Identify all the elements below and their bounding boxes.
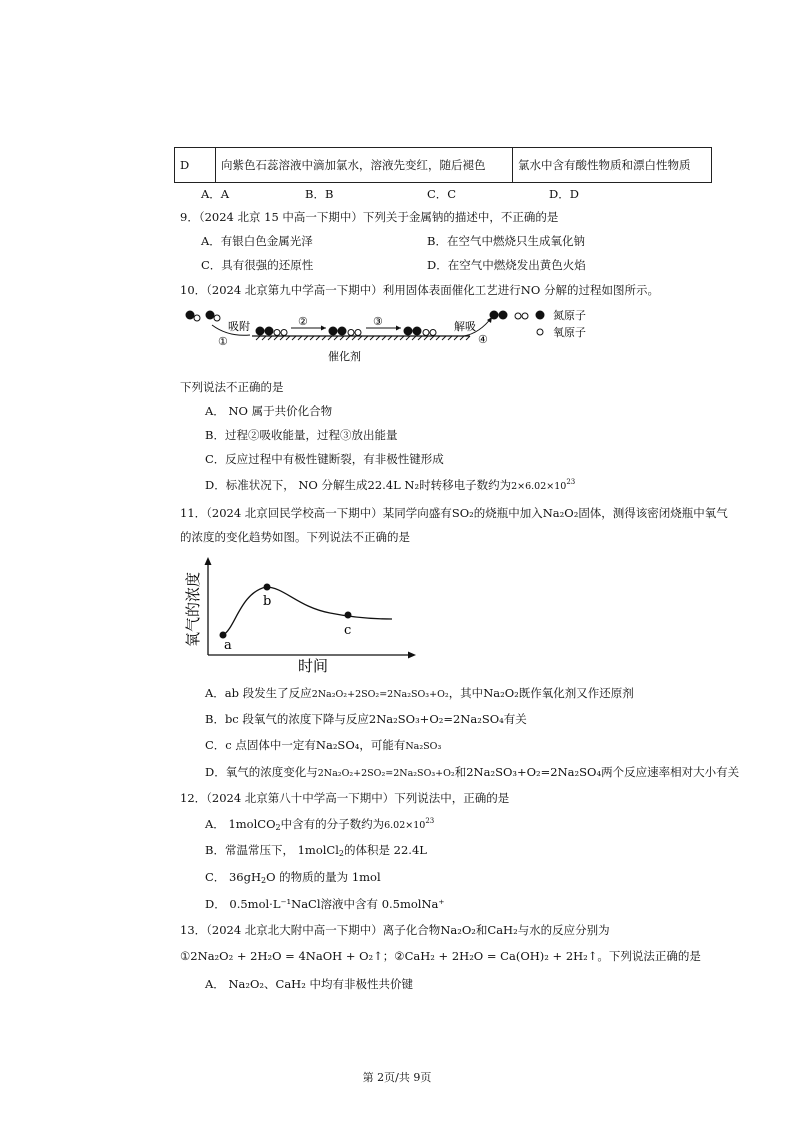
q10-option-a[interactable]: A． NO 属于共价化合物 bbox=[205, 404, 333, 418]
q11-stem-line2: 的浓度的变化趋势如图。下列说法不正确的是 bbox=[180, 530, 410, 544]
y-axis-label: 氧气的浓度 bbox=[184, 571, 202, 647]
nitrogen-atom bbox=[490, 311, 499, 320]
q9-stem: 9．（2024 北京 15 中高一下期中）下列关于金属钠的描述中，不正确的是 bbox=[180, 210, 559, 224]
q10-d-n2: 22.4L N₂ bbox=[367, 478, 420, 492]
q9-option-b[interactable]: B．在空气中燃烧只生成氧化钠 bbox=[427, 234, 585, 248]
q11-b-equation: 2Na₂SO₃+O₂=2Na₂SO₄ bbox=[368, 712, 504, 726]
q12-option-d[interactable]: D． 0.5mol·L⁻¹NaCl溶液中含有 0.5molNa⁺ bbox=[205, 897, 445, 911]
nitrogen-atom bbox=[499, 311, 508, 320]
step-4-label: ④ bbox=[478, 333, 488, 346]
q10-option-c[interactable]: C．反应过程中有极性键断裂，有非极性键形成 bbox=[205, 452, 444, 466]
q13-equation-2: ②CaH₂ + 2H₂O = Ca(OH)₂ + 2H₂↑ bbox=[394, 949, 598, 963]
answer-table bbox=[174, 147, 712, 183]
q13-stem: 13．（2024 北京北大附中高一下期中）离子化合物Na₂O₂和CaH₂与水的反应分别为 bbox=[180, 923, 610, 937]
q12-stem: 12．（2024 北京第八十中学高一下期中）下列说法中，正确的是 bbox=[180, 791, 510, 805]
oxygen-atom bbox=[430, 330, 436, 336]
q11-na2o2: Na₂O₂ bbox=[542, 506, 579, 520]
q11-stem-line1: 11．（2024 北京回民学校高一下期中）某同学向盛有SO₂的烧瓶中加入Na₂O₂固体，测得该密闭烧瓶中氧气 bbox=[180, 506, 728, 520]
point-b-marker bbox=[264, 584, 271, 591]
oxygen-atom bbox=[423, 330, 429, 336]
q12-option-b[interactable]: B．常温常压下， 1molCl$_2$的体积是 22.4L bbox=[205, 843, 427, 858]
q9-option-d[interactable]: D．在空气中燃烧发出黄色火焰 bbox=[427, 258, 586, 272]
q13-option-a[interactable]: A． Na₂O₂、CaH₂ 中均有非极性共价键 bbox=[205, 977, 413, 991]
page-footer: 第 2页/共 9页 bbox=[362, 1071, 432, 1084]
step-1-label: ① bbox=[218, 335, 228, 348]
q10-option-d[interactable] bbox=[205, 477, 575, 493]
q9-option-a[interactable]: A．有银白色金属光泽 bbox=[201, 234, 313, 248]
point-a-label: a bbox=[224, 638, 232, 653]
oxygen-atom bbox=[214, 315, 220, 321]
q11-oxygen-graph bbox=[180, 555, 425, 677]
step-3-label: ③ bbox=[373, 315, 383, 328]
row-conclusion: 氯水中含有酸性物质和漂白性物质 bbox=[513, 148, 712, 183]
row-label: D bbox=[175, 148, 216, 183]
catalyst-hatching bbox=[256, 336, 470, 340]
point-c-label: c bbox=[344, 623, 352, 638]
q11-option-a[interactable]: A．ab 段发生了反应2Na₂O₂+2SO₂=2Na₂SO₃+O₂，其中Na₂O₂既作氧化剂又作还原剂 bbox=[205, 686, 634, 700]
q10-d-exponent: 23 bbox=[566, 478, 576, 486]
catalyst-label: 催化剂 bbox=[328, 350, 361, 363]
q13-equations: ①2Na₂O₂ + 2H₂O = 4NaOH + O₂↑；②CaH₂ + 2H₂O = Ca(OH)₂ + 2H₂↑。下列说法正确的是 bbox=[180, 949, 701, 963]
oxygen-atom bbox=[281, 330, 287, 336]
q12-option-c[interactable]: C． $36gH_2O$ 的物质的量为 1mol bbox=[205, 870, 381, 885]
legend-oxygen-icon bbox=[537, 329, 543, 335]
q10-d-number: 2×6.02×10 bbox=[511, 481, 567, 492]
q11-option-c[interactable]: C．c 点固体中一定有Na₂SO₄，可能有Na₂SO₃ bbox=[205, 738, 442, 752]
nitrogen-atom bbox=[404, 327, 413, 336]
q11-option-d[interactable]: D．氧气的浓度变化与2Na₂O₂+2SO₂=2Na₂SO₃+O₂和2Na₂SO₃+O₂=2Na₂SO₄两个反应速率相对大小有关 bbox=[205, 765, 740, 779]
legend-oxygen-label: 氧原子 bbox=[553, 326, 586, 339]
nitrogen-atom bbox=[338, 327, 347, 336]
row-experiment: 向紫色石蕊溶液中滴加氯水，溶液先变红，随后褪色 bbox=[216, 148, 513, 183]
table-row bbox=[175, 148, 712, 183]
oxygen-atom bbox=[194, 315, 200, 321]
q13-equation-1: ①2Na₂O₂ + 2H₂O = 4NaOH + O₂↑； bbox=[180, 949, 395, 963]
nitrogen-atom bbox=[329, 327, 338, 336]
q8-option-c[interactable]: C．C bbox=[427, 187, 457, 201]
point-b-label: b bbox=[263, 594, 272, 609]
q11-d-equation-1: 2Na₂O₂+2SO₂=2Na₂SO₃+O₂ bbox=[317, 768, 455, 779]
q8-option-b[interactable]: B．B bbox=[305, 187, 334, 201]
q8-option-a[interactable]: A．A bbox=[201, 187, 230, 201]
x-axis-label: 时间 bbox=[298, 657, 329, 675]
q9-option-c[interactable]: C．具有很强的还原性 bbox=[201, 258, 314, 272]
nitrogen-atom bbox=[413, 327, 422, 336]
q11-a-equation: 2Na₂O₂+2SO₂=2Na₂SO₃+O₂ bbox=[311, 689, 449, 700]
q10-d-mid: 时转移电子数约为 bbox=[419, 478, 512, 492]
nitrogen-atom bbox=[206, 311, 215, 320]
oxygen-atom bbox=[515, 313, 521, 319]
oxygen-atom bbox=[348, 330, 354, 336]
step-adsorb-label: 吸附 bbox=[228, 320, 250, 333]
point-c-marker bbox=[345, 612, 352, 619]
q11-so2: SO₂ bbox=[451, 506, 474, 520]
nitrogen-atom bbox=[186, 311, 195, 320]
q10-d-prefix: D．标准状况下， NO 分解生成 bbox=[205, 478, 368, 492]
q10-lead: 下列说法不正确的是 bbox=[180, 380, 284, 394]
legend-nitrogen-label: 氮原子 bbox=[553, 309, 586, 322]
step-2-label: ② bbox=[298, 315, 308, 328]
legend-nitrogen-icon bbox=[536, 311, 545, 320]
q8-option-d[interactable]: D．D bbox=[549, 187, 579, 201]
nitrogen-atom bbox=[265, 327, 274, 336]
oxygen-atom bbox=[355, 330, 361, 336]
oxygen-atom bbox=[522, 313, 528, 319]
q10-catalysis-figure bbox=[180, 303, 600, 371]
step-desorb-label: 解吸 bbox=[454, 320, 476, 333]
q11-option-b[interactable]: B．bc 段氧气的浓度下降与反应2Na₂SO₃+O₂=2Na₂SO₄有关 bbox=[205, 712, 527, 726]
q12-option-a[interactable]: A． 1molCO$_2$中含有的分子数约为$6.02\times 10^{23}$ bbox=[205, 817, 435, 832]
q10-option-b[interactable]: B．过程②吸收能量，过程③放出能量 bbox=[205, 428, 398, 442]
q10-stem: 10．（2024 北京第九中学高一下期中）利用固体表面催化工艺进行NO 分解的过程如图所示。 bbox=[180, 283, 659, 297]
concentration-curve bbox=[223, 587, 392, 635]
q11-d-equation-2: 2Na₂SO₃+O₂=2Na₂SO₄ bbox=[466, 765, 602, 779]
oxygen-atom bbox=[274, 330, 280, 336]
nitrogen-atom bbox=[256, 327, 265, 336]
